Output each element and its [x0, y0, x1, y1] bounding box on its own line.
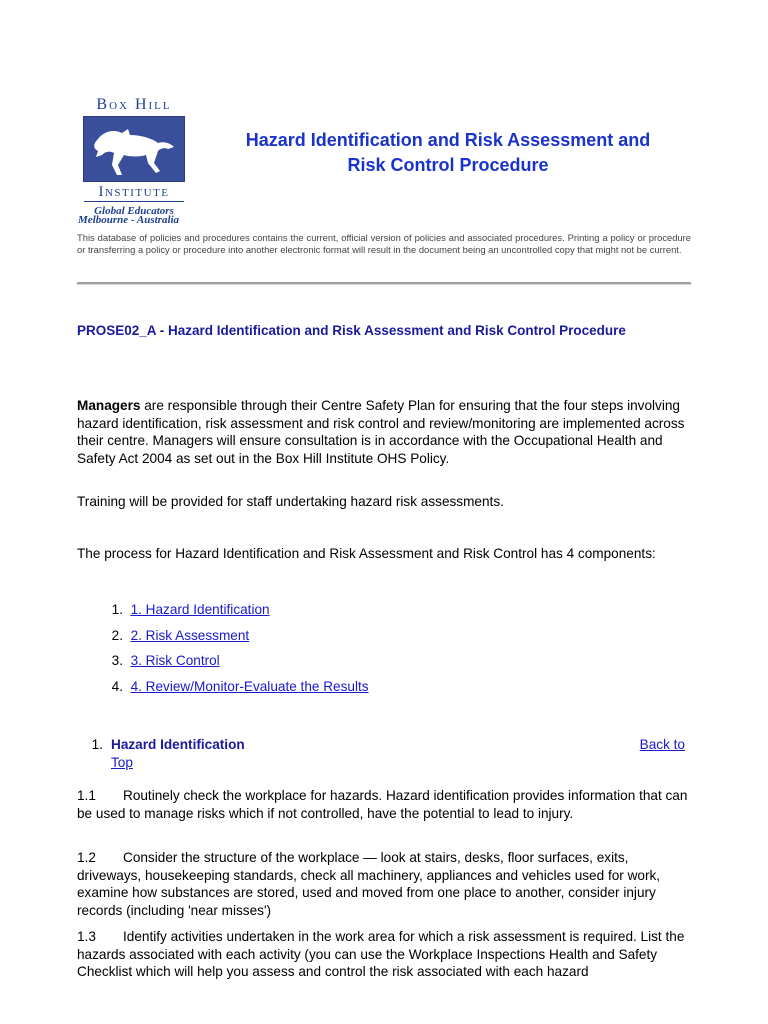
toc-number: 3. [111, 653, 123, 669]
horse-logo-icon [83, 116, 185, 182]
toc-item [77, 601, 577, 627]
toc-item [77, 678, 577, 704]
toc-number: 4. [111, 678, 123, 694]
section-number: 1. [91, 737, 103, 752]
process-paragraph: The process for Hazard Identification and Risk Assessment and Risk Control has 4 components: [77, 546, 656, 561]
logo-divider [84, 201, 184, 202]
toc-number: 2. [111, 627, 123, 643]
toc-item [77, 627, 577, 653]
disclaimer-text: This database of policies and procedures contains the current, official version of policies and associated procedures. Printing a policy or procedure or transferring a policy or procedure into another electronic format will result in the document being an uncontrolled copy that might not be current. [77, 232, 691, 256]
back-to-top-link-continued[interactable]: Top [111, 755, 133, 770]
logo-location: Melbourne - Australia [78, 214, 180, 226]
toc-number: 1. [111, 602, 123, 617]
item-number: 1.1 [77, 788, 96, 803]
page-title-line1: Hazard Identification and Risk Assessment and [245, 130, 651, 150]
managers-paragraph [77, 397, 697, 467]
item-text: Identify activities undertaken in the work area for which a risk assessment is required. List the hazards associated with each activity (you can use the Workplace Inspections Health and Safety Checklist which will help you assess and control the risk associated with each hazard [77, 929, 685, 980]
item-text: Routinely check the workplace for hazards. Hazard identification provides information that can be used to manage risks which if not controlled, have the potential to lead to injury. [77, 788, 688, 821]
list-item [77, 849, 691, 919]
section-title: Hazard Identification [111, 737, 245, 752]
logo-box-hill-text: Box Hill [96, 96, 172, 113]
logo-tagline: Global Educators [94, 205, 174, 217]
managers-bold: Managers [77, 398, 141, 413]
institute-logo [78, 96, 190, 218]
toc-item [77, 652, 577, 678]
back-to-top-link[interactable]: Back to [639, 737, 685, 752]
item-text: Consider the structure of the workplace — look at stairs, desks, floor surfaces, exits, driveways, housekeeping standards, check all machinery, appliances and vehicles used for work, examine how substances are stored, used and moved from one place to another, consider injury records (including 'near misses') [77, 850, 661, 918]
procedure-title: PROSE02_A - Hazard Identification and Risk Assessment and Risk Control Procedure [77, 323, 626, 338]
page-title [196, 128, 700, 178]
list-item [77, 928, 691, 981]
managers-text: are responsible through their Centre Safety Plan for ensuring that the four steps involving hazard identification, risk assessment and risk control and review/monitoring are implemented across their centre. Managers will ensure consultation is in accordance with the Occupational Health and Safety Act 2004 as set out in the Box Hill Institute OHS Policy. [77, 398, 685, 466]
toc-link-risk-assessment[interactable]: 2. Risk Assessment [130, 627, 250, 643]
toc-link-review-monitor[interactable]: 4. Review/Monitor-Evaluate the Results [130, 678, 369, 694]
item-number: 1.2 [77, 850, 96, 865]
page-title-line2: Risk Control Procedure [347, 155, 549, 175]
list-item [77, 787, 691, 822]
logo-institute-text: Institute [98, 184, 170, 200]
horizontal-divider [77, 282, 691, 285]
toc-link-risk-control[interactable]: 3. Risk Control [130, 653, 220, 669]
item-number: 1.3 [77, 929, 96, 944]
training-paragraph: Training will be provided for staff undertaking hazard risk assessments. [77, 494, 504, 509]
section-heading-hazard-identification [77, 736, 689, 776]
table-of-contents [77, 601, 577, 703]
toc-link-hazard-identification[interactable]: 1. Hazard Identification [130, 602, 270, 617]
